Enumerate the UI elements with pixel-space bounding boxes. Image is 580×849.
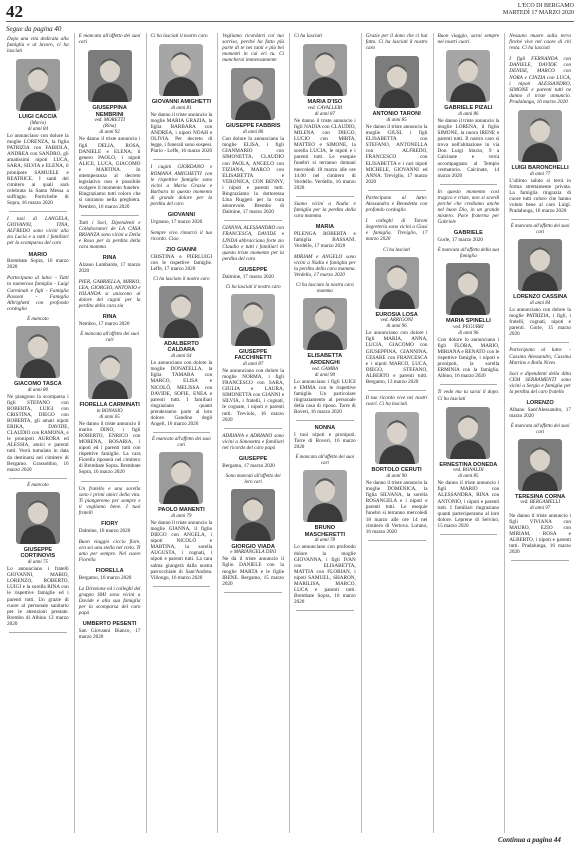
notice-text: I colleghi di Taroni Segreteria sono vicini a Giusi e famiglia. Treviglio, 17 marzo 2020 [365,218,428,243]
portrait-photo [159,452,203,504]
obituary-column-3 [147,33,217,833]
portrait-photo [518,439,562,491]
obituary-notice [509,424,571,555]
deceased-age: di anni 78 [314,538,336,544]
newspaper-name: L'ECO DI BERGAMO [517,3,574,9]
condolence-text-block [222,433,284,451]
notice-text: Con dolore lo annunciano la moglie ELISA, i figli GIANMARIO con SIMONETTA, CLAUDIO con PAOLA, ANGELO con TIZIANA, MARCO con ELISABETTA e VERONICA, CON BENNY, i nipoti e parenti tutti. Ringraziamo la dottoressa Lina Ruggeri per la cura amorevole. Brembo di Dalmine, 17 marzo 2020 [222,136,284,216]
obituary-notice [79,50,141,209]
obituary-notice [222,474,284,587]
notice-text: Lo annunciano con dolore la moglie PATRIZIA, i figli, i fratelli, cognati, nipoti e parenti. Gorle, 15 marzo 2020 [509,306,571,338]
obituary-notice [438,407,500,529]
obituary-notice [294,283,356,415]
deceased-age: di anni 80 [27,387,49,393]
remembered-name: GIOVANNI [167,212,195,219]
portrait-photo [231,489,275,541]
deceased-age: di anni 85 [386,117,407,123]
notice-text: Ne piangono la scomparsa i figli STEFANO con ROBERTA, LUIGI con CRISTINA, DIEGO con ROBERTA, gli amati nipoti ERIKA, DAVIDE, CLAUDIO con RAMONA, e le pronipoti AURORA ed ALESSIA, amici e parenti tutti. Verrà tumulato in data da destinarsi nel cimitero di Bergamo. Grassobbio, 16 marzo 2020 [7,393,69,473]
notice-intro: È mancato [27,482,49,488]
condolence-text-block [222,33,284,63]
condolence-text-block [7,275,69,312]
deceased-name: ADALBERTO CALDARA [163,340,199,354]
notice-separator [368,190,426,191]
portrait-photo [16,59,60,111]
notice-text: Sempre vivo rimarrà il tuo ricordo. Ciao [150,229,213,242]
notice-separator [511,342,569,343]
notice-text: Ne danno il triste annuncio i figli DELIA, ROSA, DANIELE e ELENA, il genero PAOLO, i nipoti ALICE, LUCA, GIACOMO e MARTINA. In ottemperanza al decreto legislativo non è possibile svolgere il momento funebre. Ringraziamo tutti coloro che si uniranno nella preghiera. Nembro, 16 marzo 2020 [78,136,141,210]
condolence-text-block [509,371,571,395]
remembered-name: ZIO GIANNI [166,246,197,253]
obituary-notice [7,483,69,627]
notice-text: Ci ha lasciati il nostro caro [150,33,208,39]
notice-text: Ne dà il triste annuncio il figlio DANIELE con la moglie MARTA e le figlie IRENE. Bergamo, 15 marzo 2020 [222,556,284,587]
obituary-notice [151,44,213,154]
notice-text: Lo annunciano con profondo dolore la moglie GIOVANNA, i figli IVAN con ELISABETTA, MATTIA con FLORIAN, i nipoti SAMUEL, SHARON, MARILISA, MARCO, LUCA e parenti tutti. Brembate Sopra, 16 marzo 2020 [294,544,356,606]
notice-text: Buon viaggio, sarai sempre nei nostri cuori. [437,33,500,46]
remembered-name: NONNA [314,425,336,432]
notice-text: Nembro, 17 marzo 2020 [78,320,130,327]
condolence-text-block [79,33,141,45]
portrait-photo [375,56,419,108]
deceased-age: di anni 84 [27,126,49,132]
notice-text: Buon viaggio ciccio fiore, ora sei una stella nel cielo. Ti amo per sempre. Nel cuore Fiorella [78,538,141,563]
portrait-photo [446,407,490,459]
remembrance-name-block [79,314,141,327]
notice-text: GIANNA, ALESSANDRO con FRANCESCA, DAVIDE e LINDA abbracciano forte zio Claudio e tutti i familiari in questo triste momento per la perdita del caro [222,225,284,262]
condolence-text-block [509,33,571,51]
remembered-name: RINA [102,255,117,262]
notice-text: Lo annunciano con dolore la moglie DONATELLA, la figlia TAMARA con MARCO, ELISA e NICOLÒ, MELISSA con DAVIDE, SOFIE, ENEA e parenti tutti. I familiari ringraziano quanti prenderanno parte al loro dolore. Gandino degli Angeli, 16 marzo 2020 [150,360,213,428]
notice-text: Siamo vicini a Nadia e famiglia per la perdita della cara mamma [294,200,356,220]
deceased-name: LUIGI CACCIA [18,114,57,121]
notice-text: Ne danno il triste annuncio la moglie GIANNA, il figlio DIEGO con ANGELA, i nipoti NICOLÒ e MARTINA, la sorella AUGUSTA, i cognati, i nipoti e parenti tutti. La cara salma giungerà dalla nostra parrocchiale di Sant'Andrea. Villongo, 16 marzo 2020 [150,519,213,581]
portrait-photo [518,239,562,291]
deceased-name: GIUSEPPINA NEMBRINI [92,105,127,118]
deceased-name: BORTOLO CERUTI [371,467,422,474]
condolence-text-block [151,230,213,242]
notice-text: Gorle, 17 marzo 2020 [437,236,484,243]
notice-text: MIRIAM e ANGELO sono vicini a Nadia e famiglia per la perdita della cara mamma. Verdello, 17 marzo 2020 [294,254,356,279]
deceased-married-name: in BONASIO [96,408,123,414]
deceased-married-name: ved. MORETTI [94,118,125,124]
notice-intro: È mancata all'affetto dei suoi cari [510,423,570,435]
notice-intro: Ci ha lasciato la nostra cara mamma [296,283,354,295]
condolence-text-block [79,539,141,563]
condolence-text-block [222,225,284,262]
obituary-notice [151,437,213,581]
notice-intro: Ci ha lasciati [383,247,411,253]
deceased-name: BRUNO MASCHERETTI [304,525,346,538]
remembered-name: FIORELLA [95,568,124,575]
notice-text: Dalmine, 17 marzo 2020 [222,273,274,280]
notice-intro: È mancato all'affetto dei suoi cari [295,455,355,467]
notice-text: I figli FERNANDA con DANIELE, DAVIDE con DENISE, MARCO con NORA e CINZIA con LUCA, i nipoti ALESSANDRO, SIMONE e parenti tutti ne danno il triste annuncio. Pradalunga, 16 marzo 2020 [509,56,571,105]
obituary-notice [294,455,356,605]
notice-separator [81,481,139,482]
notice-separator [368,390,426,391]
notice-text: I tuoi di LANGELA, GIOVANNI, TINA, ALFREDO sono vicini alla zia Lucia e a tutti i familiari per la scomparsa del caro [7,216,69,247]
notice-text: Albano Sant'Alessandro, 17 marzo 2020 [509,406,571,419]
remembered-name: MARIA [315,224,335,231]
notice-separator [296,420,354,421]
condolence-text-block [366,33,428,51]
notice-text: Il tuo ricordo vive nei nostri cuori. Ci ha lasciati [365,395,428,408]
notice-text: Ci ha lasciati [294,33,322,39]
deceased-name: MARIA SPINELLI [445,318,491,325]
deceased-married-name: ved. BERGAMELLI [520,500,560,506]
condolence-text-block [509,347,571,365]
portrait-photo [375,257,419,309]
deceased-name: FIORELLA CARMINATI [79,402,140,408]
notice-separator [368,540,426,541]
continued-to: Continua a pagina 44 [498,836,561,844]
remembrance-name-block [509,400,571,419]
portrait-photo [16,326,60,378]
deceased-name: LORENZO CASSINA [513,294,568,301]
obituary-column-8 [505,33,575,833]
deceased-name: LUIGI BARONCHELLI [511,165,569,172]
notice-intro: È mancato all'affetto dei suoi cari [151,437,211,449]
remembered-name: FIORY [101,521,119,527]
notice-separator [153,586,211,587]
portrait-photo [159,286,203,338]
obituary-notice [438,50,500,179]
notice-text: Urgnano, 17 marzo 2020 [150,218,203,225]
notice-separator [9,211,67,212]
notice-separator [296,610,354,611]
deceased-married-name: ved. GAMBA [311,366,339,372]
continued-from: Segue da pagina 40 [6,25,62,33]
notice-text: Dopo una vita dedicata alla famiglia e al lavoro, ci ha lasciati [7,36,69,55]
notice-text: Alzano Lombardo, 17 marzo 2020 [78,261,141,274]
notice-text: È mancata all'affetto dei suoi cari [78,33,141,46]
remembered-name: UMBERTO PESENTI [82,621,137,628]
notice-text: Brembate Sopra, 16 marzo 2020 [7,258,69,271]
notice-intro: È mancata all'affetto della sua famiglia [437,248,500,260]
condolence-text-block [7,216,69,246]
deceased-name: EUROSIA LOSA [375,311,418,318]
condolence-text-block [294,33,356,39]
notice-intro: È mancata all'affetto dei suoi cari [80,332,140,343]
deceased-age: di anni 87 [242,361,264,367]
deceased-married-name: ved. PEGURRI [453,324,484,330]
obituary-notice [509,224,571,337]
portrait-photo [16,492,60,544]
notice-text: Soci e dipendenti della ditta CEM SERRAMENTI sono vicini a Sergio e famiglia per la perdita del caro fratello [509,370,571,395]
obituary-notice [222,68,284,215]
deceased-name: GIUSEPPE FABBRIS [225,123,281,130]
notice-separator [153,159,211,160]
deceased-married-name: e MARIANGELA DINI [230,550,276,556]
deceased-name: ERNESTINA DONEDA [439,461,498,468]
notice-text: L'ultimo saluto si terrà in forma strettamente privata. La famiglia ringrazia di cuore tutti coloro che hanno voluto bene al caro Luigi. Pradalunga, 16 marzo 2020 [509,177,571,215]
deceased-name: GIOVANNI AMIGHETTI [151,99,212,106]
notice-text: ADRIANA e ADRIANO sono vicini a Simonetta e familiari nel ricordo del caro papà [222,432,284,451]
notice-separator [9,478,67,479]
notice-text: Ne danno il triste annuncio il marito DINO, i figli ROBERTO, ENRICO con MORENA, ROSARIA, i nipoti ed i parenti tutti con rispettive famiglie. La cara Fiorella riposerà nel cimitero di Brembate Sopra. Brembate Sopra, 16 marzo 2020 [78,420,141,476]
deceased-age: di anni 75 [27,560,49,565]
remembered-name: RINA [102,314,117,321]
obituary-notice [366,248,428,386]
portrait-photo [446,263,490,315]
remembered-name: GABRIELE [453,230,483,237]
remembrance-name-block [79,621,141,640]
condolence-text-block [366,195,428,213]
notice-intro: Sono mancati all'affetto dei loro cari [225,473,281,485]
obituary-column-1 [3,36,73,836]
notice-separator [224,220,282,221]
portrait-photo [518,110,562,162]
condolence-text-block [366,218,428,242]
notice-separator [9,632,67,633]
obituary-notice [366,56,428,185]
notice-text: I cugini GIORDANO e ROMANA AMIGHETTI con le rispettive famiglie sono vicini a Maria Grazia e Barbara in questo momento di grande dolore per la perdita del caro [150,164,213,207]
notice-separator [440,384,498,385]
deceased-age: di anni 86 [458,111,479,117]
notice-intro: Ci ha lasciato il nostro caro [153,276,210,282]
notice-text: Tutti i Soci, Dipendenti e Collaboratori de LA CASA BRIANZA sono vicini a Delia e Rosa per la perdita della cara mamma [78,219,141,250]
obituary-column-5 [290,33,360,833]
notice-text: San Giovanni Bianco, 17 marzo 2020 [78,627,141,640]
notice-separator [440,534,498,535]
notice-text: PIER, GABRIELLA, MIRKO, LEA, GIORGIO, ANTONIO e IOLANDA si uniscono al dolore dei cugini per la perdita della cara zia [78,278,141,310]
remembrance-name-block [222,267,284,280]
remembrance-name-block [79,521,141,534]
remembered-name: GIUSEPPE [238,456,268,463]
deceased-age: di anni 85 [458,474,479,480]
deceased-name: PAOLO MANENTI [158,507,205,514]
obituary-notice [79,332,141,476]
remembered-name: GIUSEPPE [238,266,268,273]
deceased-married-name: ved. CAVALLERI [307,105,343,111]
deceased-age: di anni 97 [529,506,551,512]
notice-separator [153,432,211,433]
deceased-age: di anni 84 [529,300,551,306]
notice-text: Lo annunciano con dolore la moglie LORENZA, la figlia PATRIZIA con FABIOLA, ANDREA con SANDRO, gli amatissimi nipoti LUCA, SARA, SILVIA e ELENA, il pronipote SAMUELE e BEATRICE. I santi del cimitero ai quali sarà celebrata la Santa Messa a suffragio. Portichelle di Sopra, 16 marzo 2020 [7,132,69,206]
condolence-text-block [294,254,356,278]
portrait-photo [303,298,347,350]
deceased-age: di anni 90 [386,473,407,479]
portrait-photo [303,44,347,96]
portrait-photo [231,68,275,120]
notice-text: Partecipano al lutto: Alessandra e Benedetta con profondo cordoglio [365,194,428,214]
deceased-married-name: ved. ARRIGONI [380,318,413,324]
notice-text: Ne annunciano con dolore la moglie NORMA, i figli FRANCESCO con SARA, GIULIA e LAURA, SIMONETTA con GIANNI e SILVIA, i fratelli, i cognati, le cognate, i nipoti e parenti tutti. Treviolo, 16 marzo 2020 [222,367,284,423]
notice-text: Partecipano al lutto: - Tutti la numerosa famiglia - Luigi Carminati e figli - Famiglia Passoni - Famiglia Albrighetti con profondo cordoglio [7,275,69,312]
notice-text: Ne danno il triste annuncio i figli MARIO con ALESSANDRA, RINA con ANTONIO, i nipoti e parenti tutti. I familiari ringraziano quanti parteciperanno al loro dolore. Leprene di Selvino, 15 marzo 2020 [437,480,500,529]
condolence-text-block [7,36,69,54]
condolence-text-block [438,389,500,401]
remembrance-name-block [7,252,69,271]
notice-separator [224,592,282,593]
obituary-notice [151,277,213,427]
portrait-photo [446,50,490,102]
remembrance-name-block [294,425,356,450]
notice-text: PILENGA ROBERTA e famiglia BASSANI. Verdello, 17 marzo 2020 [294,230,356,249]
notice-separator [296,196,354,197]
notice-text: I tuoi nipoti e pronipoti. Torre di Roveri, 16 marzo 2020 [294,431,356,451]
deceased-name: TERESINA CORNA [515,493,566,500]
notice-text: Vogliamo ricordarti col tuo sorriso, perché ha fatto più parte di te nei tanti e più bei momenti in cui eri tu. Ci mancherai immensamente [222,33,284,64]
condolence-text-block [151,33,213,39]
condolence-text-block [151,164,213,207]
obituary-column-6 [362,33,432,833]
condolence-text-block [438,189,500,226]
obituary-notice [509,110,571,214]
obituary-notice [7,59,69,206]
notice-text: Dalmine, 16 marzo 2020 [78,527,131,534]
deceased-name: GABRIELE PIZALI [444,105,493,112]
remembrance-name-block [438,230,500,243]
notice-separator [511,219,569,220]
remembrance-name-block [222,456,284,469]
deceased-age: di anni 65 [99,414,120,420]
newspaper-masthead [503,3,574,17]
remembered-name: LORENZO [526,400,554,407]
remembered-name: MARIO [28,251,48,258]
portrait-photo [159,44,203,96]
deceased-married-name: ved. BONALDI [453,468,484,474]
notice-separator [224,428,282,429]
deceased-age: di anni 86 [242,130,264,136]
deceased-name: ELISABETTA ARDENGHI [307,353,343,367]
remembrance-name-block [294,224,356,249]
condolence-text-block [79,279,141,309]
deceased-age: di anni 81 [171,105,192,111]
deceased-age: di anni 87 [314,111,336,117]
portrait-photo [88,347,132,399]
notice-text: Bergamo, 16 marzo 2020 [78,574,132,581]
notice-text: Lo annunciano i fratelli GIOVANNI, MARIO, LORENZO, ROBERTO, LUIGI e la sorella RINA con le rispettive famiglie ed i parenti tutti. Un grazie di cuore al personale sanitario per le attenzioni prestate. Brembo di Albino 12 marzo 2020 [7,566,69,627]
deceased-name: GIUSEPPE CORTINOVIS [20,546,56,560]
deceased-age: di anni 96 [386,324,407,330]
portrait-photo [375,412,419,464]
deceased-name: MARIA D'ISO [307,99,343,106]
deceased-name: GIORGIO VIADA [231,543,275,550]
condolence-text-block [509,56,571,105]
page-header [0,0,580,26]
obituary-column-2 [75,33,145,833]
deceased-age: di anni 64 [171,354,192,360]
notice-text: Bergamo, 17 marzo 2020 [222,462,275,469]
notice-text: Con dolore lo annunciano i figli FLORA, MARIO, MIRIANA e RENATO con le rispettive famiglie, i nipoti e pronipoti, la sorella ERMINIA con la famiglia. Albino, 16 marzo 2020 [437,336,500,380]
notice-intro: È mancato all'affetto dei suoi cari [510,224,570,236]
deceased-nickname: (Mario) [29,120,46,126]
notice-text: Ne danno il triste annuncio la moglie LORENA, il figlio SIMONE, la nuora IRENE e parenti tutti. Il nostro caro si trova nell'abitazione in via Don Luigi Sturzo, 9 a Calcinate e verrà accompagnato al Tempio crematorio. Calcinate, 14 marzo 2020 [437,117,500,179]
notice-text: Nessuno muore sulla terra finché vive nel cuore di chi resta. Ci ha lasciati [509,33,571,52]
notice-text: Ti vedo ma tu sarai il dopo. Ci ha lasciati [437,389,500,402]
remembrance-name-block [151,212,213,225]
condolence-text-block [438,33,500,45]
notice-text: Ne danno il triste annuncio la moglie DOMENICA, la figlia SILVANA, la sorella ROSANGELA e i nipoti e parenti tutti. Le esequie funebri si terranno mercoledì 18 marzo alle ore 14 nel cimitero di Vertova. Lurano, 16 marzo 2020 [365,479,428,535]
remembrance-name-block [79,255,141,274]
deceased-age: di anni 79 [171,513,192,519]
header-rule [6,21,574,22]
deceased-name: GIUSEPPE FACCHINETTI [234,348,272,362]
notice-text: Partecipano al lutto: - Cassina Alessandro, Cassina Martino e Bolla Nives [509,347,571,366]
obituary-column-4 [218,33,288,833]
deceased-age: di anni 92 [99,130,120,136]
notice-separator [511,560,569,561]
notice-text: Ne danno il triste annuncio i figli VIVIANA con MAURO, EZIO con MIRIAM, ROSA e ALBERTO, i nipoti e parenti tutti. Pradalunga, 16 marzo 2020 [509,512,571,556]
notice-separator [440,184,498,185]
obituary-notice [366,412,428,535]
condolence-text-block [79,220,141,250]
condolence-text-block [366,395,428,407]
notice-intro: È mancato [27,316,49,322]
notice-text: La Direzione ed i colleghi del gruppo SMI sono vicini a Davide e alla sua famiglia per la scomparsa del caro papà [78,585,141,617]
notice-text: Un fratello e una sorella sono i primi amici della vita. Ti piangeremo per sempre e ti vogliamo bene. I tuoi fratelli [78,485,141,516]
remembrance-name-block [79,568,141,581]
notice-text: Ne danno il triste annuncio la moglie GIUSI, i figli ELISABETTA con STEFANO, ANTONELLA con ALFREDO, FRANCESCO con ELISABETTA e i cari nipoti MICHELE, GIOVANNI ed ANNA. Treviglio, 17 marzo 2020 [365,123,428,185]
deceased-age: di anni 96 [458,330,479,336]
portrait-photo [303,470,347,522]
notice-text: In questo momento così tragico e triste, non si scordi perché che crediamo anche nel buon Dio, in un grande mistero. Pace fraterna per Gabriele [437,188,500,226]
deceased-nickname: (Rina) [103,124,117,130]
notice-text: Ne danno il triste annuncio la moglie MARIA GRAZIA, la figlia BARBARA con ANDREA, i nipoti NOAH e OLIVIA. Per decreto di legge, i funerali sono sospesi. Piario - Leffe, 16 marzo 2020 [150,111,213,155]
condolence-text-block [79,586,141,616]
notice-intro: Ci ha lasciati il nostro caro [225,284,281,290]
obituary-notice [294,44,356,191]
deceased-age: di anni 90 [314,372,336,378]
notice-text: Ne danno il triste annuncio i figli NADIA con CLAUDIO, MILENA con DIEGO, LUCIO con MIRTA, MATTEO e SIMONE, la sorella LUCIA, le nipoti e i parenti tutti. Le esequie funebri si terranno domani mercoledì 18 marzo alle ore 14.00 nel cimitero di Verdello. Verdello, 16 marzo 2020 [294,117,356,191]
portrait-photo [231,294,275,346]
deceased-age: di anni 77 [529,171,551,177]
issue-date: MARTEDÌ 17 MARZO 2020 [502,10,574,16]
notice-text: Lo annunciano i figli LUIGI e EMMA con le rispettive famiglie. Un particolare ringraziamento al personale della casa di riposo. Torre di Roveri, 16 marzo 2020 [294,378,356,416]
condolence-text-block [294,201,356,219]
page-number: 42 [6,2,23,21]
deceased-name: ANTONIO TARONI [372,111,421,118]
remembrance-name-block [151,247,213,272]
notice-separator [81,215,139,216]
obituary-notice [7,317,69,473]
notice-text: Lo annunciano con dolore i figli MARIA, ANNA, LUCIA, GIACOMO con GIUSEPPINA, GIANNINA, CESARE con FRANCESCA e i nipoti MARCO, LUCA, DIEGO, STEFANO, ALBERTO e parenti tutti. Bergamo, 13 marzo 2020 [365,330,428,385]
deceased-name: GIACOMO TASCA [13,380,62,387]
obituary-notice [222,285,284,423]
portrait-photo [88,50,132,102]
obituary-notice [438,248,500,379]
obituary-column-7 [434,33,504,833]
notice-text: Grazie per il dono che ci hai fatto. Ci ha lasciati il nostro caro [365,33,428,52]
condolence-text-block [79,486,141,516]
notice-text: CRISTINA e PIERLUIGI con le rispettive famiglie. Leffe, 17 marzo 2020 [150,253,213,272]
